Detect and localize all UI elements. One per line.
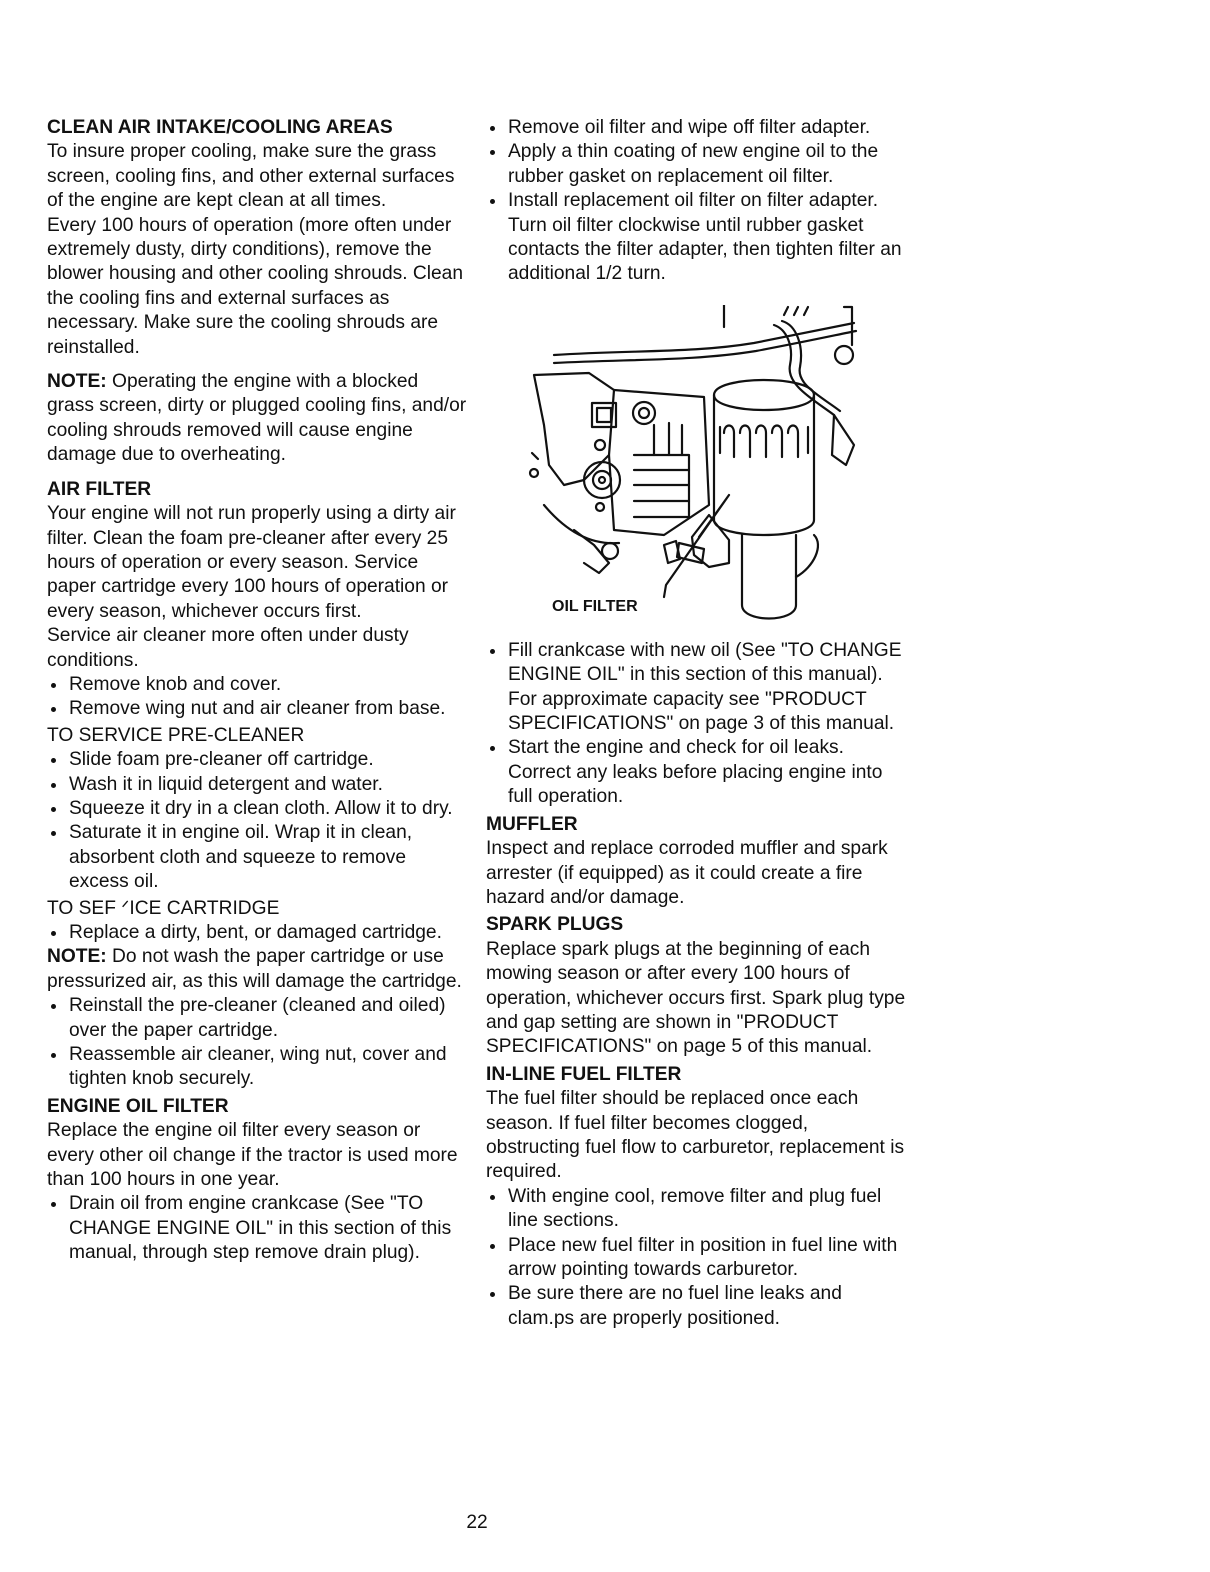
note-text: Do not wash the paper cartridge or use pressurized air, as this will damage the cartridge. — [47, 946, 462, 992]
oil-filter-steps — [486, 116, 906, 287]
pre-cleaner-subheading: TO SERVICE PRE-CLEANER — [47, 724, 305, 746]
list-item: Reinstall the pre-cleaner (cleaned and oiled) over the paper cartridge. — [47, 994, 467, 1043]
muffler-paragraph: Inspect and replace corroded muffler and spark arrester (if equipped) as it could create a fire hazard and/or damage. — [486, 838, 888, 908]
oil-filter-illustration — [514, 305, 904, 635]
spark-plugs-paragraph: Replace spark plugs at the beginning of each mowing season or after every 100 hours of operation, whichever occurs first. Spark plug type and gap setting are shown in "PRODUCT SPECIFICATIONS" on page 5 of this manual. — [486, 938, 906, 1058]
list-item: With engine cool, remove filter and plug fuel line sections. — [486, 1185, 906, 1234]
list-item: Slide foam pre-cleaner off cartridge. — [47, 748, 467, 772]
fuel-filter-heading: IN-LINE FUEL FILTER — [486, 1063, 682, 1085]
list-item: Drain oil from engine crankcase (See "TO CHANGE ENGINE OIL" in this section of this manual, through step remove drain plug). — [47, 1192, 467, 1265]
oil-filter-label: OIL FILTER — [552, 597, 638, 615]
note-text: Operating the engine with a blocked grass screen, dirty or plugged cooling fins, and/or cooling shrouds removed will cause engine damage due to overheating. — [47, 371, 467, 466]
list-item: Fill crankcase with new oil (See "TO CHANGE ENGINE OIL" in this section of this manual). For approximate capacity see "PRODUCT SPECIFICATIONS" on page 3 of this manual. — [486, 639, 906, 737]
reassemble-bullets — [47, 994, 467, 1092]
air-filter-bullets — [47, 673, 467, 722]
clean-air-note — [47, 370, 467, 468]
engine-oil-filter-bullets — [47, 1192, 467, 1265]
list-item: Squeeze it dry in a clean cloth. Allow it to dry. — [47, 797, 467, 821]
cartridge-subheading: TO SEF ᐟICE CARTRIDGE — [47, 897, 280, 919]
refill-bullets — [486, 639, 906, 810]
clean-air-paragraph-2: Every 100 hours of operation (more often under extremely dusty, dirty conditions), remove the blower housing and other cooling shrouds. Clean the cooling fins and external surfaces as necessary. Make sure the cooling shrouds are reinstalled. — [47, 214, 463, 358]
right-column — [486, 116, 906, 1331]
list-item: Be sure there are no fuel line leaks and clam.ps are properly positioned. — [486, 1282, 906, 1331]
list-item: Replace a dirty, bent, or damaged cartridge. — [47, 921, 467, 945]
list-item: Apply a thin coating of new engine oil to the rubber gasket on replacement oil filter. — [486, 140, 906, 189]
fuel-filter-paragraph: The fuel filter should be replaced once each season. If fuel filter becomes clogged, obstructing fuel flow to carburetor, replacement is required. — [486, 1088, 905, 1183]
pre-cleaner-bullets — [47, 748, 467, 894]
list-item: Reassemble air cleaner, wing nut, cover and tighten knob securely. — [47, 1043, 467, 1092]
engine-oil-filter-paragraph: Replace the engine oil filter every season or every other oil change if the tractor is used more than 100 hours in one year. — [47, 1120, 458, 1191]
list-item: Start the engine and check for oil leaks. Correct any leaks before placing engine into full operation. — [486, 736, 906, 809]
note-label: NOTE: — [47, 371, 107, 393]
fuel-filter-bullets — [486, 1185, 906, 1331]
clean-air-heading: CLEAN AIR INTAKE/COOLING AREAS — [47, 117, 393, 138]
left-column — [47, 116, 467, 1266]
list-item: Remove wing nut and air cleaner from base. — [47, 697, 467, 721]
muffler-heading: MUFFLER — [486, 813, 578, 835]
clean-air-paragraph-1: To insure proper cooling, make sure the grass screen, cooling fins, and other external surfaces of the engine are kept clean at all times. — [47, 141, 455, 212]
list-item: Remove oil filter and wipe off filter adapter. — [486, 116, 906, 140]
air-filter-paragraph-1: Your engine will not run properly using a dirty air filter. Clean the foam pre-cleaner after every 25 hours of operation or every season. Service paper cartridge every 100 hours of operation or every season, whichever occurs first. — [47, 503, 456, 622]
list-item: Place new fuel filter in position in fuel line with arrow pointing towards carburetor. — [486, 1234, 906, 1283]
air-filter-paragraph-2: Service air cleaner more often under dusty conditions. — [47, 625, 409, 671]
list-item: Remove knob and cover. — [47, 673, 467, 697]
list-item: Wash it in liquid detergent and water. — [47, 773, 467, 797]
cartridge-note — [47, 945, 467, 994]
air-filter-heading: AIR FILTER — [47, 478, 152, 500]
spark-plugs-heading: SPARK PLUGS — [486, 914, 624, 936]
list-item: Install replacement oil filter on filter adapter. Turn oil filter clockwise until rubber gasket contacts the filter adapter, then tighten filter an additional 1/2 turn. — [486, 189, 906, 287]
cartridge-bullets — [47, 921, 467, 945]
page-number: 22 — [466, 1512, 488, 1533]
engine-drawing — [514, 305, 904, 635]
engine-oil-filter-heading: ENGINE OIL FILTER — [47, 1095, 229, 1117]
note-label: NOTE: — [47, 946, 107, 968]
list-item: Saturate it in engine oil. Wrap it in clean, absorbent cloth and squeeze to remove excess oil. — [47, 821, 467, 894]
